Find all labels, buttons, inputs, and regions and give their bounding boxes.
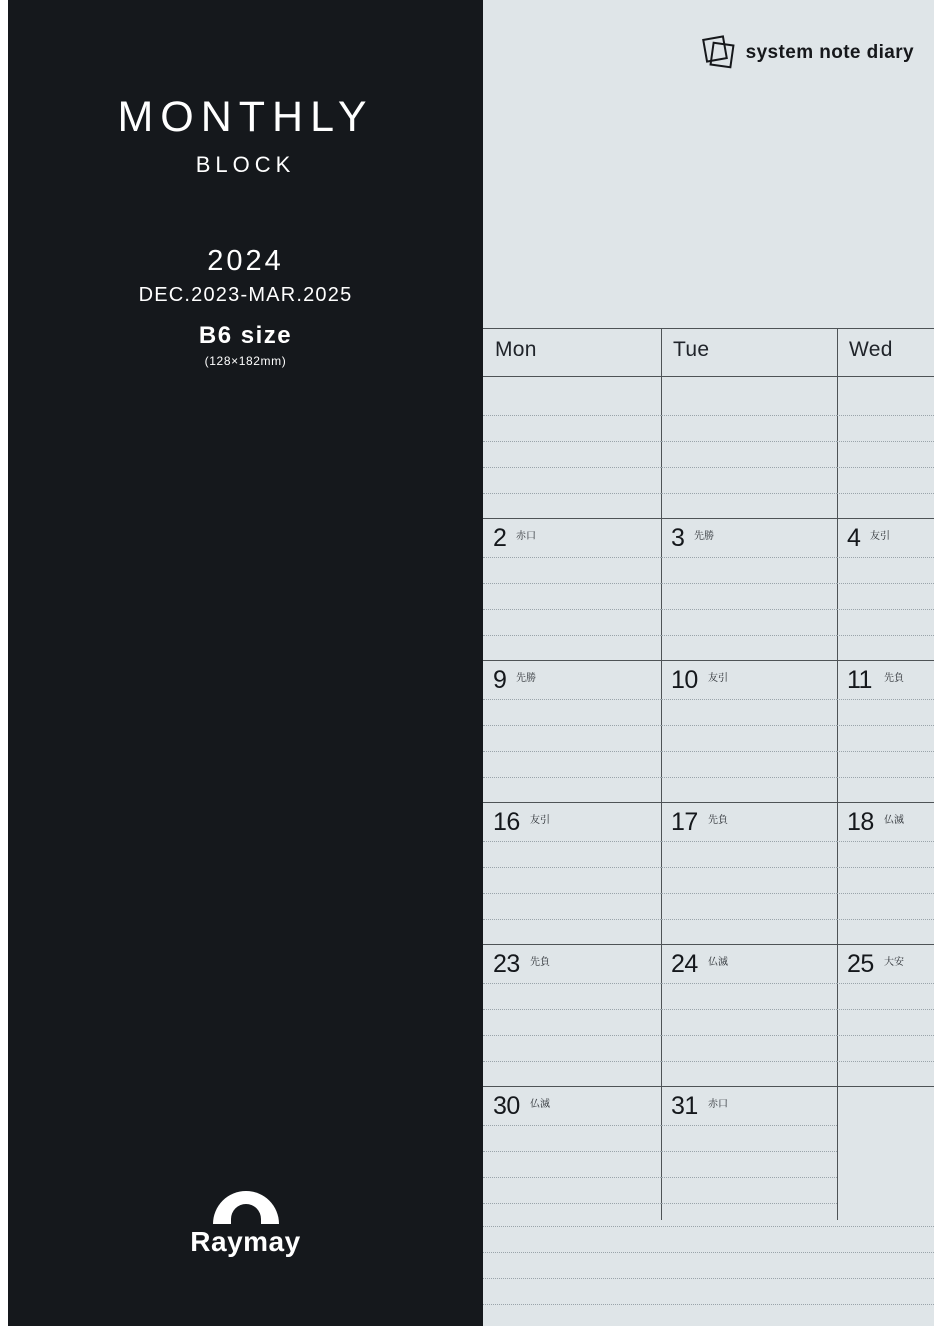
weekday-header-wed: Wed xyxy=(849,338,893,361)
day-number: 3 xyxy=(671,524,685,552)
day-number: 25 xyxy=(847,950,874,978)
day-number: 30 xyxy=(493,1092,520,1120)
day-cell[interactable] xyxy=(837,661,934,802)
calendar-week-row xyxy=(483,376,934,518)
day-number: 11 xyxy=(847,666,872,694)
day-number: 10 xyxy=(671,666,698,694)
day-cell[interactable] xyxy=(837,377,934,518)
system-note-diary-logo xyxy=(699,33,914,73)
planner-page xyxy=(483,0,934,1326)
day-cell[interactable] xyxy=(483,519,661,660)
cover-year-block xyxy=(8,245,483,307)
day-number: 9 xyxy=(493,666,507,694)
cover-size: B6 size xyxy=(198,322,293,349)
day-cell[interactable] xyxy=(661,519,837,660)
rokuyo-label: 友引 xyxy=(870,531,890,542)
weekday-header-mon: Mon xyxy=(495,338,537,361)
rokuyo-label: 先勝 xyxy=(516,673,536,684)
day-cell[interactable] xyxy=(483,945,661,1086)
rokuyo-label: 友引 xyxy=(530,815,550,826)
overlapping-pages-icon xyxy=(699,33,739,73)
day-cell[interactable] xyxy=(661,661,837,802)
calendar-footer-area xyxy=(483,1220,934,1330)
day-cell[interactable] xyxy=(661,377,837,518)
day-number: 23 xyxy=(493,950,520,978)
calendar-week-row xyxy=(483,1086,934,1228)
dome-logo-icon xyxy=(213,1191,279,1224)
day-number: 17 xyxy=(671,808,698,836)
day-number: 16 xyxy=(493,808,520,836)
day-cell[interactable] xyxy=(483,661,661,802)
rokuyo-label: 大安 xyxy=(884,957,904,968)
calendar-week-row xyxy=(483,944,934,1086)
day-number: 4 xyxy=(847,524,861,552)
day-number: 31 xyxy=(671,1092,698,1120)
calendar-week-row xyxy=(483,518,934,660)
day-number: 2 xyxy=(493,524,507,552)
monthly-calendar xyxy=(483,328,934,1228)
day-number: 24 xyxy=(671,950,698,978)
calendar-week-row xyxy=(483,660,934,802)
weekday-header-tue: Tue xyxy=(673,338,710,361)
day-cell[interactable] xyxy=(837,519,934,660)
rokuyo-label: 先負 xyxy=(884,673,904,684)
cover-year: 2024 xyxy=(207,245,284,277)
calendar-week-row xyxy=(483,802,934,944)
cover-date-range: DEC.2023-MAR.2025 xyxy=(138,284,353,306)
brand-name: Raymay xyxy=(190,1226,301,1257)
page-title: MONTHLY xyxy=(117,93,374,141)
day-cell[interactable] xyxy=(661,803,837,944)
day-cell[interactable] xyxy=(837,803,934,944)
weekday-header-row xyxy=(483,328,934,376)
day-cell[interactable] xyxy=(483,803,661,944)
day-cell[interactable] xyxy=(661,945,837,1086)
day-cell[interactable] xyxy=(661,1087,837,1228)
cover-title-block xyxy=(8,95,483,178)
rokuyo-label: 先勝 xyxy=(694,531,714,542)
rokuyo-label: 先負 xyxy=(530,957,550,968)
rokuyo-label: 先負 xyxy=(708,815,728,826)
rokuyo-label: 仏滅 xyxy=(884,815,904,826)
cover-size-dimensions: (128×182mm) xyxy=(204,354,287,368)
rokuyo-label: 仏滅 xyxy=(708,957,728,968)
cover-panel xyxy=(8,0,483,1326)
day-cell[interactable] xyxy=(483,1087,661,1228)
rokuyo-label: 友引 xyxy=(708,673,728,684)
brand-logo xyxy=(8,1191,483,1258)
day-cell[interactable] xyxy=(483,377,661,518)
day-cell[interactable] xyxy=(837,945,934,1086)
cover-size-block xyxy=(8,322,483,368)
rokuyo-label: 仏滅 xyxy=(530,1099,550,1110)
day-cell[interactable] xyxy=(837,1087,934,1228)
rokuyo-label: 赤口 xyxy=(516,531,536,542)
rokuyo-label: 赤口 xyxy=(708,1099,728,1110)
day-number: 18 xyxy=(847,808,874,836)
page-subtitle: BLOCK xyxy=(195,152,296,178)
system-note-diary-label: system note diary xyxy=(745,42,914,63)
